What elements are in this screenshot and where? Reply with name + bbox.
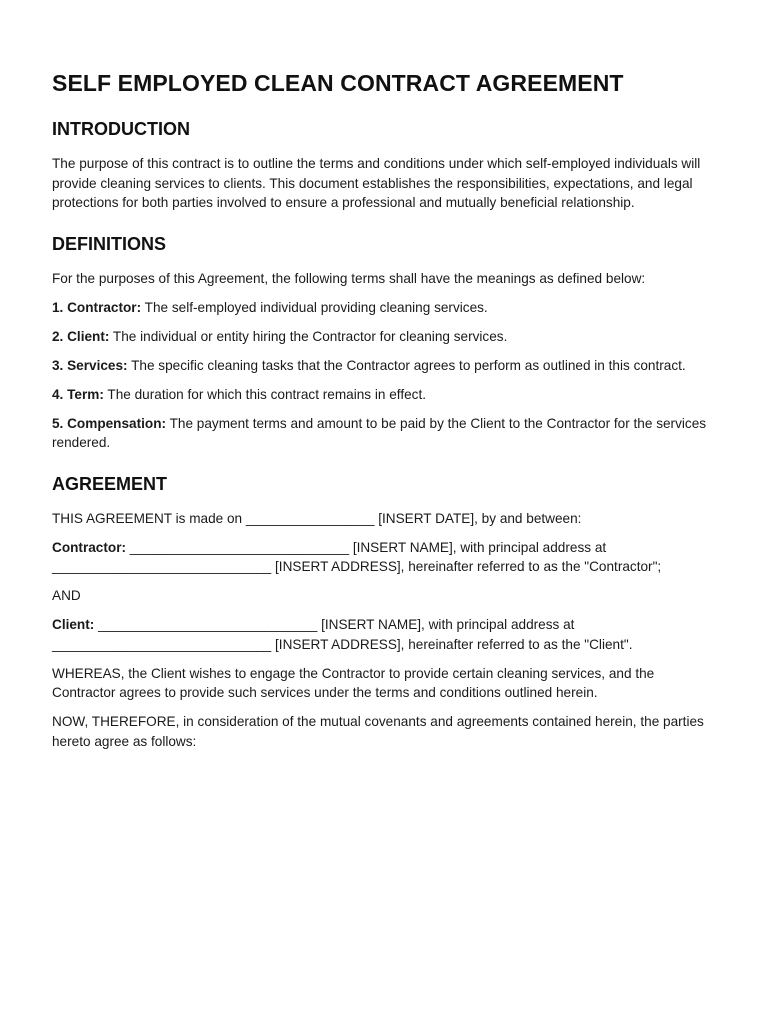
agreement-heading: AGREEMENT [52,473,168,494]
client-label: Client: [52,617,95,632]
definition-text: The specific cleaning tasks that the Contractor agrees to perform as outlined in this contract. [127,357,686,373]
introduction-section [52,119,718,213]
definition-item [52,414,718,453]
definitions-section [52,234,718,453]
definition-item [52,385,718,405]
definition-item [52,327,718,347]
definition-term: 4. Term: [52,386,104,402]
definition-text: The duration for which this contract remains in effect. [103,386,427,402]
agreement-section [52,474,718,752]
definition-text: The self-employed individual providing cleaning services. [141,299,488,315]
definition-text: The individual or entity hiring the Contractor for cleaning services. [109,328,508,344]
document-title: SELF EMPLOYED CLEAN CONTRACT AGREEMENT [52,70,624,96]
contractor-label: Contractor: [52,539,127,555]
whereas-clause: WHEREAS, the Client wishes to engage the Contractor to provide certain cleaning services, and the Contractor agrees to provide such services under the terms and conditions outlined herein. [52,665,655,700]
now-therefore-clause: NOW, THEREFORE, in consideration of the mutual covenants and agreements contained herein, the parties hereto agree as follows: [52,714,704,749]
definitions-heading: DEFINITIONS [52,233,167,254]
client-clause [52,615,718,654]
definition-item [52,298,718,318]
definition-text: The payment terms and amount to be paid by the Client to the Contractor for the services rendered. [52,415,707,450]
definitions-intro: For the purposes of this Agreement, the following terms shall have the meanings as defined below: [52,270,646,286]
and-text: AND [52,588,81,603]
definition-item [52,356,718,376]
agreement-made-on: THIS AGREEMENT is made on _________________ [INSERT DATE], by and between: [52,510,582,526]
definition-term: 5. Compensation: [52,415,167,431]
introduction-heading: INTRODUCTION [52,119,190,139]
client-text: _____________________________ [INSERT NAME], with principal address at _____________________________ [INSERT ADDRESS], hereinafter referred to as the "Client". [52,617,633,652]
definition-term: 2. Client: [52,328,110,344]
contractor-clause [52,538,718,577]
definition-term: 1. Contractor: [52,299,142,315]
introduction-text: The purpose of this contract is to outline the terms and conditions under which self-employed individuals will provide cleaning services to clients. This document establishes the responsibilities, expectations, and legal protections for both parties involved to ensure a professional and mutually beneficial relationship. [52,156,701,210]
contractor-text: _____________________________ [INSERT NAME], with principal address at _____________________________ [INSERT ADDRESS], hereinafter referred to as the "Contractor"; [52,539,662,574]
definition-term: 3. Services: [52,357,128,373]
